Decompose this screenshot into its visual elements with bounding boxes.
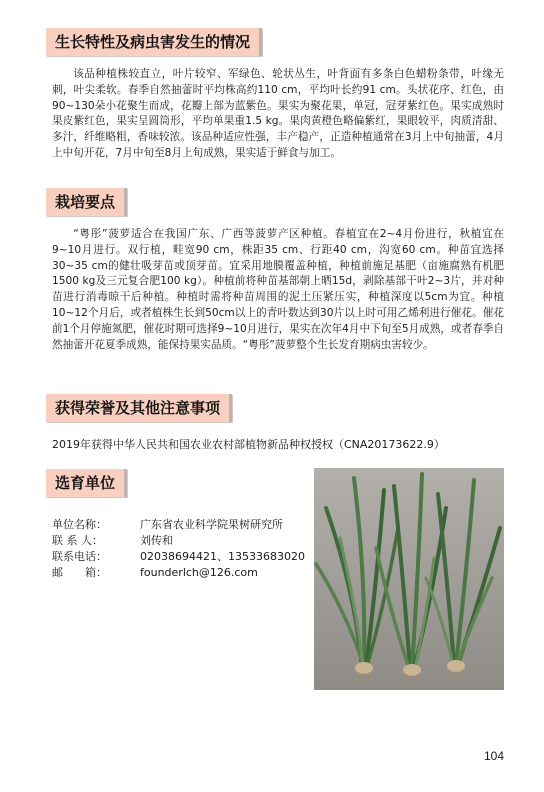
section-title-cultivation: 栽培要点 <box>46 188 127 216</box>
contact-info <box>52 517 305 581</box>
contact-label: 联 系 人： <box>52 534 103 547</box>
contact-row-email <box>52 565 305 581</box>
contact-value: founderlch@126.com <box>140 566 258 579</box>
pineapple-plant-illustration <box>314 468 504 690</box>
contact-value: 02038694421、13533683020 <box>140 550 305 563</box>
contact-value: 刘传和 <box>140 534 173 547</box>
contact-row-unit <box>52 517 305 533</box>
page-number: 104 <box>483 749 504 763</box>
contact-label: 联系电话： <box>52 550 107 563</box>
section-title-growth: 生长特性及病虫害发生的情况 <box>46 28 262 56</box>
growth-paragraph: 该品种植株较直立，叶片较窄、军绿色、轮状丛生，叶背面有多条白色蜡粉条带，叶缘无刺，叶尖柔软。春季自然抽蕾时平均株高约110 cm，平均叶长约91 cm。头状花序、红色，由90~130朵小花聚生而成，花瓣上部为蓝紫色。果实为聚花果，单冠，冠芽紫红色。果实成熟时果皮紫红色，果实呈圆筒形，平均单果重1.5 kg。果肉黄橙色略偏紫红，果眼较平，肉质清甜、多汁，纤维略粗，香味较浓。该品种适应性强，丰产稳产，正造种植通常在3月上中旬抽蕾，4月上中旬开花，7月中旬至8月上旬成熟，果实适于鲜食与加工。 <box>52 68 504 159</box>
pineapple-plant-photo <box>314 468 504 690</box>
section-title-awards: 获得荣誉及其他注意事项 <box>46 394 232 422</box>
contact-row-phone <box>52 549 305 565</box>
awards-text: 2019年获得中华人民共和国农业农村部植物新品种权授权（CNA20173622.9） <box>52 438 445 451</box>
contact-row-person <box>52 533 305 549</box>
contact-label: 单位名称： <box>52 518 107 531</box>
contact-label: 邮 箱： <box>52 566 107 579</box>
section-title-unit: 选育单位 <box>46 469 127 497</box>
cultivation-paragraph: “粤彤”菠萝适合在我国广东、广西等菠萝产区种植。春植宜在2~4月份进行，秋植宜在9~10月进行。双行植，畦宽90 cm，株距35 cm、行距40 cm，沟宽60 cm。种苗宜选择30~35 cm的健壮吸芽苗或顶芽苗。宜采用地膜覆盖种植，种植前施足基肥（亩施腐熟有机肥1500 kg及三元复合肥100 kg）。种植前将种苗基部朝上晒15d，剥除基部干叶2~3片，并对种苗进行消毒晾干后种植。种植时需将种苗周围的泥土压紧压实，种植深度以5cm为宜。种植10~12个月后，或者植株生长到50cm以上的青叶数达到30片以上时可用乙烯利进行催花。催花前1个月停施氮肥，催花时期可选择9~10月进行，果实在次年4月中下旬至5月成熟，或者春季自然抽蕾开花夏季成熟，能保持果实品质。“粤彤”菠萝整个生长发育期病虫害较少。 <box>52 228 504 351</box>
contact-value: 广东省农业科学院果树研究所 <box>140 518 283 531</box>
